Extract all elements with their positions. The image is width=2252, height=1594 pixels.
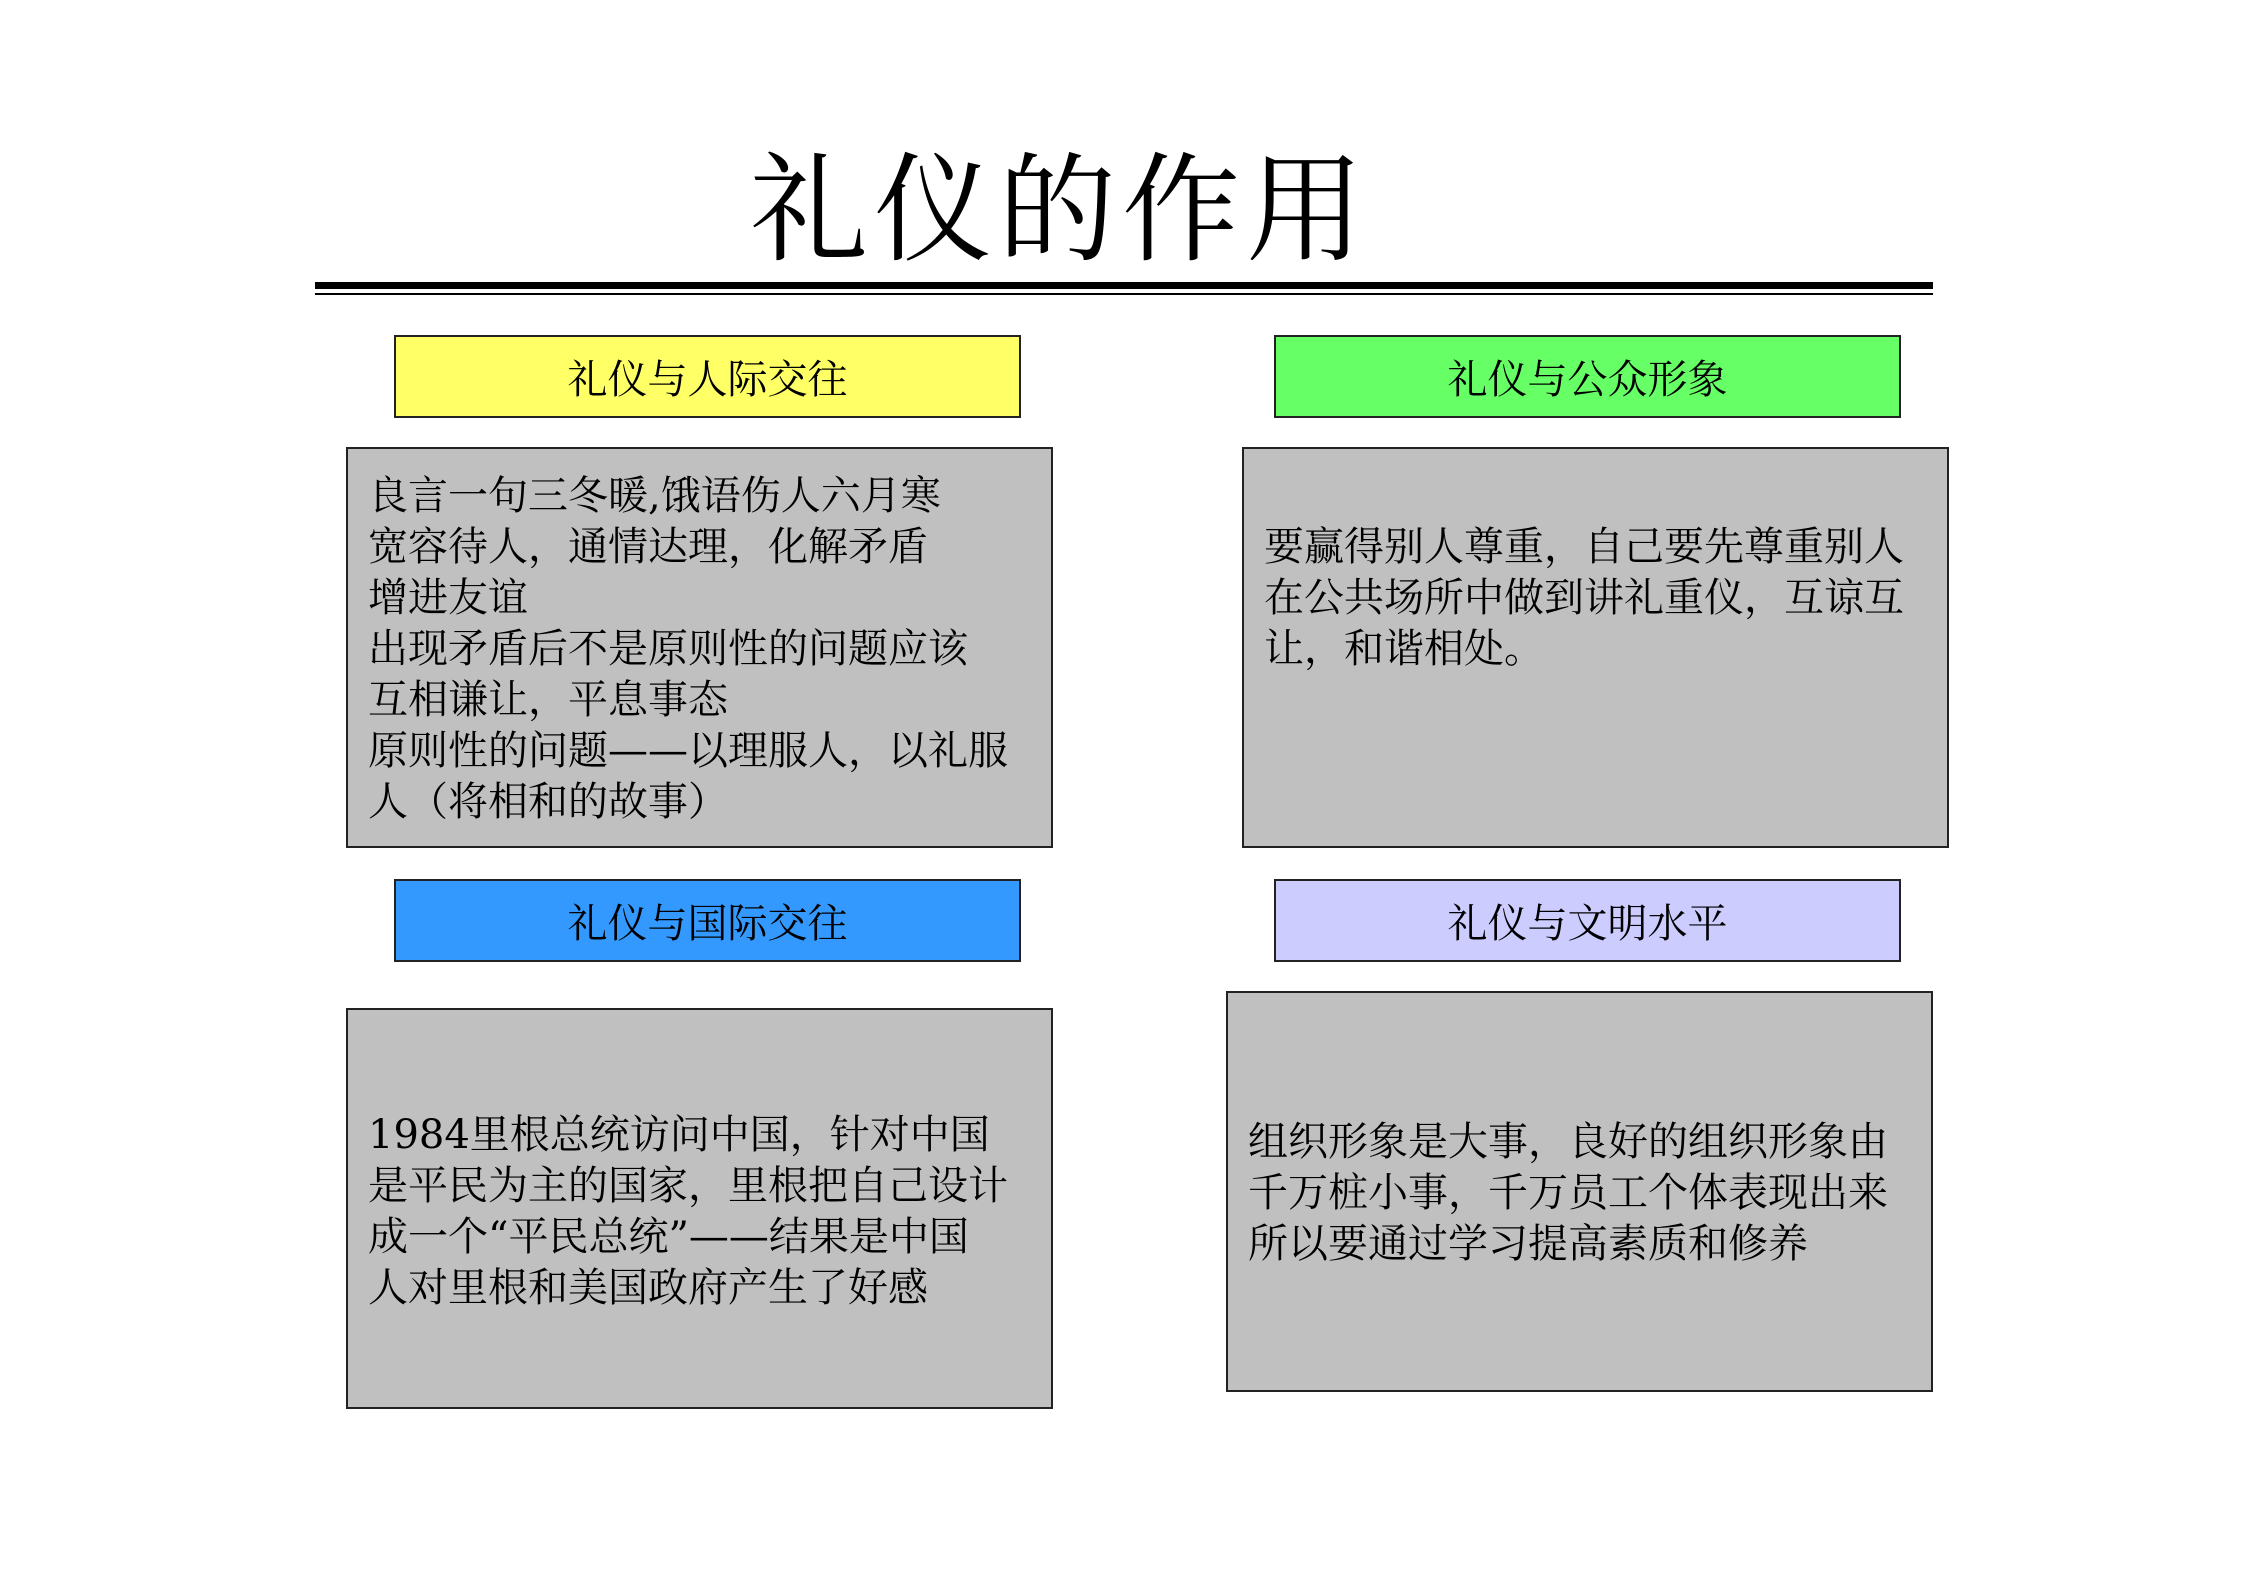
- heading-interpersonal-label: 礼仪与人际交往: [567, 357, 848, 403]
- content-line: 出现矛盾后不是原则性的问题应该: [368, 626, 968, 672]
- content-line: 互相谦让，平息事态: [368, 677, 728, 723]
- content-line: 千万桩小事，千万员工个体表现出来: [1248, 1170, 1888, 1216]
- heading-civilization: [1274, 879, 1901, 962]
- content-line: 组织形象是大事，良好的组织形象由: [1248, 1119, 1888, 1165]
- content-line: 宽容待人，通情达理，化解矛盾: [368, 524, 928, 570]
- content-line: 原则性的问题——以理服人，以礼服: [368, 728, 1008, 774]
- content-line: 让，和谐相处。: [1264, 626, 1544, 672]
- heading-public-image: [1274, 335, 1901, 418]
- content-international: [346, 1008, 1053, 1409]
- content-public-image: [1242, 447, 1949, 848]
- content-line: 成一个“平民总统”——结果是中国: [368, 1214, 969, 1260]
- content-line: 在公共场所中做到讲礼重仪，互谅互: [1264, 575, 1904, 621]
- heading-public-image-label: 礼仪与公众形象: [1447, 357, 1728, 403]
- title-divider-thin: [315, 293, 1933, 295]
- heading-interpersonal: [394, 335, 1021, 418]
- heading-international-label: 礼仪与国际交往: [567, 901, 848, 947]
- content-line: 增进友谊: [368, 575, 528, 621]
- title-divider-thick: [315, 282, 1933, 289]
- content-line: 人对里根和美国政府产生了好感: [368, 1265, 928, 1311]
- slide-title: 礼仪的作用: [750, 141, 1371, 279]
- content-line: 良言一句三冬暖,饿语伤人六月寒: [368, 473, 941, 519]
- content-interpersonal: [346, 447, 1053, 848]
- content-line: 人（将相和的故事）: [368, 779, 728, 825]
- content-line: 所以要通过学习提高素质和修养: [1248, 1221, 1808, 1267]
- heading-international: [394, 879, 1021, 962]
- content-line: 1984里根总统访问中国，针对中国: [368, 1112, 990, 1158]
- content-line: 是平民为主的国家，里根把自己设计: [368, 1163, 1008, 1209]
- content-line: 要赢得别人尊重，自己要先尊重别人: [1264, 524, 1904, 570]
- content-civilization: [1226, 991, 1933, 1392]
- heading-civilization-label: 礼仪与文明水平: [1447, 901, 1728, 947]
